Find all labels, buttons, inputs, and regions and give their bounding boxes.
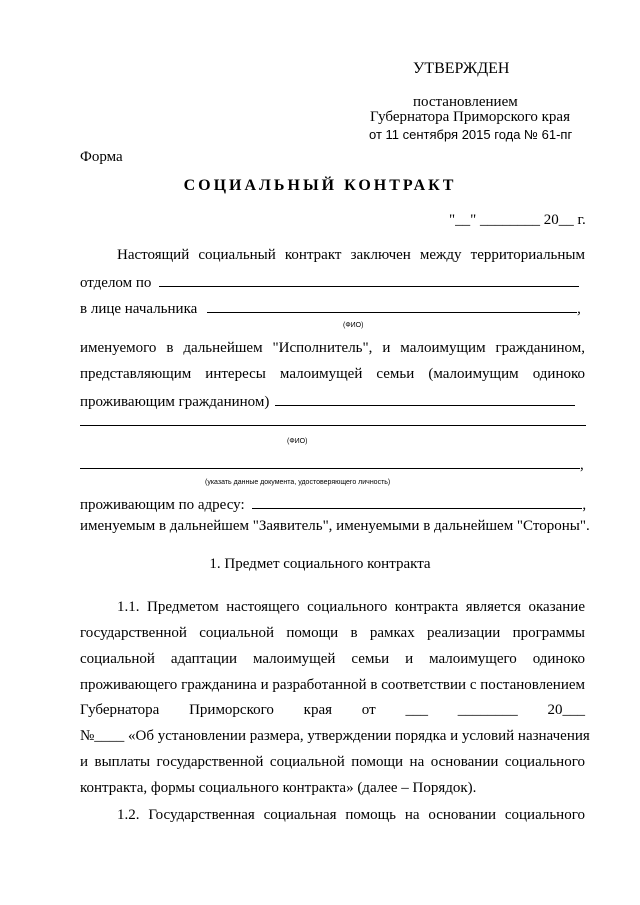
intro-line-3: в лице начальника , <box>80 298 590 318</box>
intro-line-6-prefix: проживающим гражданином) <box>80 394 270 410</box>
id-document-line: , <box>80 454 585 474</box>
approval-line-2: Губернатора Приморского края <box>370 109 570 125</box>
intro-line-5: представляющим интересы малоимущей семьи (малоимущим одиноко <box>80 366 585 382</box>
section-1-p1-line-1: 1.1. Предметом настоящего социального контракта является оказание <box>117 599 585 615</box>
address-line: проживающим по адресу: , <box>80 494 590 514</box>
fio-caption-2: (ФИО) <box>287 438 308 445</box>
address-prefix: проживающим по адресу: <box>80 497 245 513</box>
intro-line-2 <box>80 272 585 292</box>
id-document-field[interactable] <box>80 454 580 469</box>
section-1-p1-line-3: социальной адаптации малоимущей семьи и малоимущего одиноко <box>80 651 585 667</box>
section-1-p1-line-2: государственной социальной помощи в рамках реализации программы <box>80 625 585 641</box>
section-1-p1-line-7: и выплаты государственной социальной помощи на основании социального <box>80 754 585 770</box>
department-field[interactable] <box>159 272 579 287</box>
section-1-p1-line-8: контракта, формы социального контракта» (далее – Порядок). <box>80 780 477 796</box>
section-1-p1-line-5: Губернатора Приморского края от ___ ________ 20___ <box>80 702 585 718</box>
section-1-p2-line-1: 1.2. Государственная социальная помощь на основании социального <box>117 807 585 823</box>
approval-line-3: от 11 сентября 2015 года № 61-пг <box>369 127 573 142</box>
intro-line-4: именуемого в дальнейшем "Исполнитель", и малоимущим гражданином, <box>80 340 585 356</box>
section-1-heading: 1. Предмет социального контракта <box>209 556 431 572</box>
id-caption: (указать данные документа, удостоверяющего личность) <box>205 479 391 486</box>
date-line: "__" ________ 20__ г. <box>449 212 586 228</box>
intro-line-2-prefix: отделом по <box>80 275 152 291</box>
intro-closing: именуемым в дальнейшем "Заявитель", именуемыми в дальнейшем "Стороны". <box>80 518 590 534</box>
fio-caption-1: (ФИО) <box>343 322 364 329</box>
address-field[interactable] <box>252 494 582 509</box>
citizen-name-field-1[interactable] <box>275 391 575 406</box>
intro-line-3-prefix: в лице начальника <box>80 301 198 317</box>
section-1-p1-line-4: проживающего гражданина и разработанной в соответствии с постановлением <box>80 677 585 693</box>
document-title: СОЦИАЛЬНЫЙ КОНТРАКТ <box>183 177 457 194</box>
citizen-name-field-2[interactable] <box>80 411 586 426</box>
approval-line-1: постановлением <box>413 94 518 110</box>
approval-title: УТВЕРЖДЕН <box>413 60 510 77</box>
form-label: Форма <box>80 149 123 165</box>
section-1-p1-line-6: №____ «Об установлении размера, утверждении порядка и условий назначения <box>80 728 590 744</box>
intro-line-6 <box>80 391 585 411</box>
head-name-field[interactable] <box>207 298 577 313</box>
intro-line-1: Настоящий социальный контракт заключен между территориальным <box>117 247 585 263</box>
